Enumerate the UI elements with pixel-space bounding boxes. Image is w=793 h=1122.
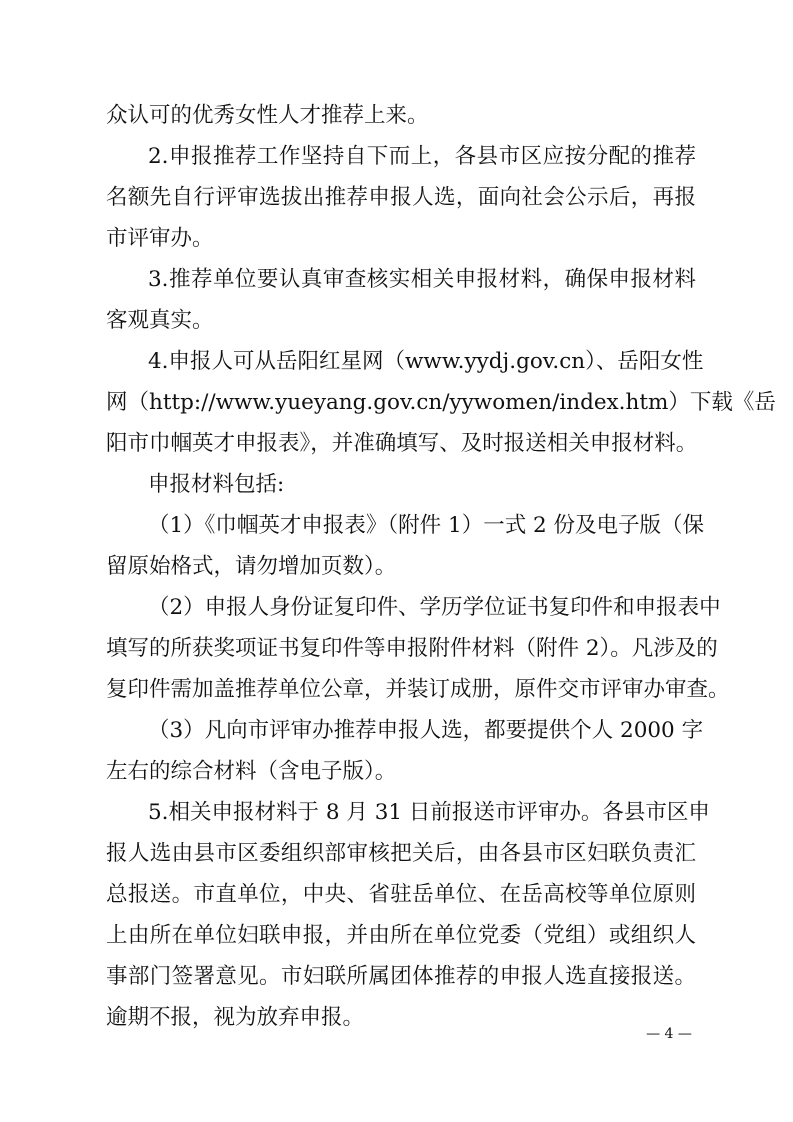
- page-number: — 4 —: [646, 1026, 692, 1042]
- body-text-line: 逾期不报，视为放弃申报。: [106, 1005, 365, 1030]
- body-text-line: 市评审办。: [106, 226, 214, 251]
- body-text-line: 事部门签署意见。市妇联所属团体推荐的申报人选直接报送。: [106, 964, 696, 989]
- body-text-line: 报人选由县市区委组织部审核把关后，由各县市区妇联负责汇: [106, 841, 696, 866]
- body-text-line: （3）凡向市评审办推荐申报人选，都要提供个人 2000 字: [148, 718, 704, 743]
- body-text-line: 4.申报人可从岳阳红星网（www.yydj.gov.cn）、岳阳女性: [148, 349, 704, 374]
- body-text-line: 阳市巾帼英才申报表》，并准确填写、及时报送相关申报材料。: [106, 431, 698, 456]
- body-text-line: 总报送。市直单位，中央、省驻岳单位、在岳高校等单位原则: [106, 882, 696, 907]
- body-text-line: 左右的综合材料（含电子版）。: [106, 759, 397, 784]
- body-text-line: （1）《巾帼英才申报表》（附件 1）一式 2 份及电子版（保: [148, 513, 705, 538]
- body-text-line: 复印件需加盖推荐单位公章，并装订成册，原件交市评审办审查。: [106, 677, 730, 702]
- body-text-line: 申报材料包括:: [148, 472, 285, 497]
- body-text-line: 5.相关申报材料于 8 月 31 日前报送市评审办。各县市区申: [148, 800, 710, 825]
- body-text-line: 网（http://www.yueyang.gov.cn/yywomen/index.htm）下载《岳: [106, 390, 776, 415]
- body-text-line: 名额先自行评审选拔出推荐申报人选，面向社会公示后，再报: [106, 185, 696, 210]
- body-text-line: （2）申报人身份证复印件、学历学位证书复印件和申报表中: [148, 595, 721, 620]
- body-text-line: 上由所在单位妇联申报，并由所在单位党委（党组）或组织人: [106, 923, 696, 948]
- body-text-line: 2.申报推荐工作坚持自下而上，各县市区应按分配的推荐: [148, 144, 696, 169]
- body-text-line: 留原始格式，请勿增加页数）。: [106, 554, 397, 579]
- body-text-line: 填写的所获奖项证书复印件等申报附件材料（附件 2）。凡涉及的: [106, 636, 718, 661]
- body-text-line: 众认可的优秀女性人才推荐上来。: [106, 103, 429, 128]
- body-text-line: 3.推荐单位要认真审查核实相关申报材料，确保申报材料: [148, 267, 696, 292]
- body-text-line: 客观真实。: [106, 308, 214, 333]
